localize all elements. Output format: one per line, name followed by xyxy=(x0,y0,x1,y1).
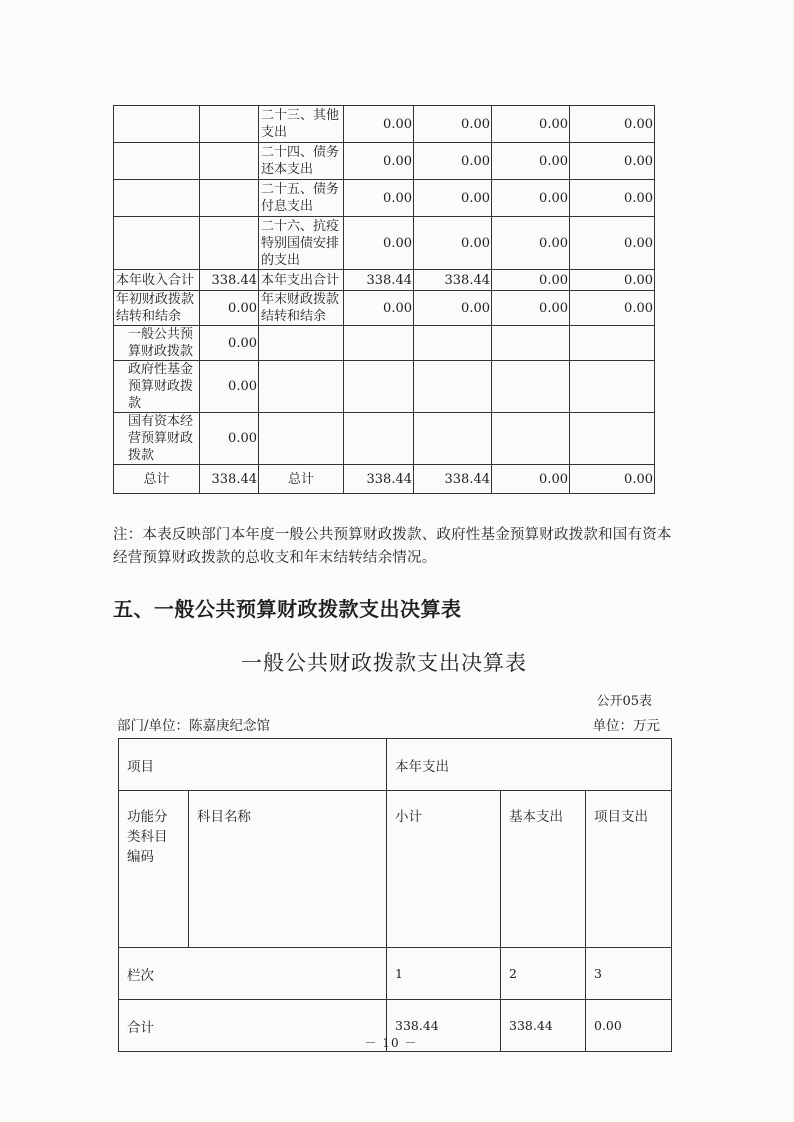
income-total-row: 本年收入合计 338.44 本年支出合计 338.44 338.44 0.00 0.00 xyxy=(114,270,655,291)
col-project: 项目支出 xyxy=(586,791,672,948)
expense-label: 二十六、抗疫特别国债安排的支出 xyxy=(259,217,344,270)
header-row xyxy=(119,739,672,791)
sub-label: 国有资本经营预算财政拨款 xyxy=(114,413,200,465)
table-row: 二十三、其他支出 0.00 0.00 0.00 0.00 xyxy=(114,106,655,143)
col-name: 科目名称 xyxy=(189,791,387,948)
table-title xyxy=(0,647,794,677)
col-code: 功能分类科目编码 xyxy=(119,791,189,948)
department-label: 部门/单位：陈嘉庚纪念馆 xyxy=(117,718,271,734)
table-row: 二十六、抗疫特别国债安排的支出 0.00 0.00 0.00 0.00 xyxy=(114,217,655,270)
page-number xyxy=(0,1034,794,1051)
header-item: 项目 xyxy=(119,739,387,791)
table-row: 国有资本经营预算财政拨款 0.00 xyxy=(114,413,655,465)
income-total-label: 本年收入合计 xyxy=(114,270,200,291)
expense-label: 二十五、债务付息支出 xyxy=(259,180,344,217)
expense-label: 二十三、其他支出 xyxy=(259,106,344,143)
header-year-expense: 本年支出 xyxy=(387,739,672,791)
section-title: 五、一般公共预算财政拨款支出决算表 xyxy=(113,597,462,621)
total-label: 合计 xyxy=(119,1000,387,1052)
col-basic: 基本支出 xyxy=(501,791,586,948)
total-project: 0.00 xyxy=(586,1000,672,1052)
table-row: 二十五、债务付息支出 0.00 0.00 0.00 0.00 xyxy=(114,180,655,217)
table-row: 政府性基金预算财政拨款 0.00 xyxy=(114,361,655,413)
grand-total-expense-label: 总计 xyxy=(259,465,344,494)
expense-total-label: 本年支出合计 xyxy=(259,270,344,291)
sub-label: 一般公共预算财政拨款 xyxy=(114,326,200,361)
index-row: 栏次 1 2 3 xyxy=(119,948,672,1000)
grand-total-row: 总计 338.44 总计 338.44 338.44 0.00 0.00 xyxy=(114,465,655,494)
general-expenditure-table xyxy=(118,738,672,1052)
expense-label: 二十四、债务还本支出 xyxy=(259,143,344,180)
table-row: 一般公共预算财政拨款 0.00 xyxy=(114,326,655,361)
total-basic: 338.44 xyxy=(501,1000,586,1052)
unit-label: 单位：万元 xyxy=(592,718,660,734)
carryover-end-label: 年末财政拨款结转和结余 xyxy=(259,291,344,326)
grand-total-label: 总计 xyxy=(114,465,200,494)
column-header-row xyxy=(119,791,672,948)
sub-label: 政府性基金预算财政拨款 xyxy=(114,361,200,413)
carryover-start-label: 年初财政拨款结转和结余 xyxy=(114,291,200,326)
table-number: 公开05表 xyxy=(596,694,652,709)
financial-allocation-table xyxy=(113,105,655,494)
table-row: 二十四、债务还本支出 0.00 0.00 0.00 0.00 xyxy=(114,143,655,180)
page-number-text: － 10 － xyxy=(364,1036,418,1050)
carryover-row: 年初财政拨款结转和结余 0.00 年末财政拨款结转和结余 0.00 0.00 0.00 0.00 xyxy=(114,291,655,326)
row-index-label: 栏次 xyxy=(119,948,387,1000)
table-title-text: 一般公共财政拨款支出决算表 xyxy=(241,651,527,675)
col-subtotal: 小计 xyxy=(387,791,501,948)
table-note: 注：本表反映部门本年度一般公共预算财政拨款、政府性基金预算财政拨款和国有资本经营预算财政拨款的总收支和年末结转结余情况。 xyxy=(113,527,672,566)
total-subtotal: 338.44 xyxy=(387,1000,501,1052)
